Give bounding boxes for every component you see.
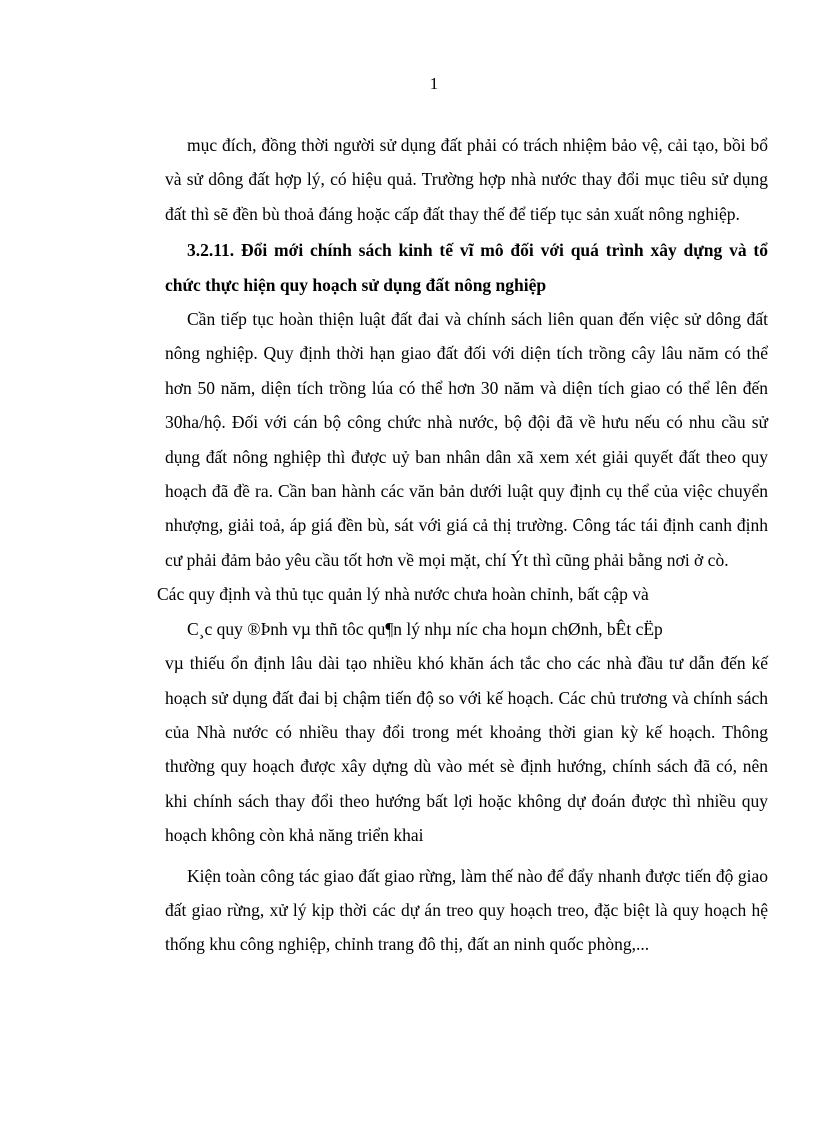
paragraph-planning: vµ thiếu ổn định lâu dài tạo nhiều khó khăn ách tắc cho các nhà đầu tư dẫn đến kế hoạch sử dụng đất đai bị chậm tiến độ so với kế hoạch. Các chủ trương và chính sách của Nhà nước có nhiều thay đổi trong mét khoảng thời gian kỳ kế hoạch. Thông thường quy hoạch được xây dựng dù vào mét sè định hướng, chính sách đã có, nên khi chính sách thay đổi theo hướng bất lợi hoặc không dự đoán được thì nhiều quy hoạch không còn khả năng triển khai [165,653,768,846]
paragraph-garbled-line: C¸c quy ®Þnh vµ thñ tôc qu¶n lý nhµ níc cha hoµn chØnh, bÊt cËp [187,618,663,639]
document-body [157,128,768,962]
paragraph-regulations: Các quy định và thủ tục quản lý nhà nước chưa hoàn chỉnh, bất cập và [157,584,649,605]
paragraph-intro: mục đích, đồng thời người sử dụng đất phải có trách nhiệm bảo vệ, cải tạo, bồi bổ và sử dông đất hợp lý, có hiệu quả. Trường hợp nhà nước thay đổi mục tiêu sử dụng đất thì sẽ đền bù thoả đáng hoặc cấp đất thay thế để tiếp tục sản xuất nông nghiệp. [165,135,768,224]
paragraph-land-law: Cần tiếp tục hoàn thiện luật đất đai và chính sách liên quan đến việc sử dông đất nông nghiệp. Quy định thời hạn giao đất đối với diện tích trồng cây lâu năm có thể hơn 50 năm, diện tích trồng lúa có thể hơn 30 năm và diện tích giao có thể lên đến 30ha/hộ. Đối với cán bộ công chức nhà nước, bộ đội đã về hưu nếu có nhu cầu sử dụng đất nông nghiệp thì được uỷ ban nhân dân xã xem xét giải quyết đất theo quy hoạch đã đề ra. Cần ban hành các văn bản dưới luật quy định cụ thể của việc chuyển nhượng, giải toả, áp giá đền bù, sát với giá cả thị trường. Công tác tái định canh định cư phải đảm bảo yêu cầu tốt hơn về mọi mặt, chí Ýt thì cũng phải bằng nơi ở cò. [165,309,768,570]
paragraph-forest-allocation: Kiện toàn công tác giao đất giao rừng, làm thế nào để đẩy nhanh được tiến độ giao đất giao rừng, xử lý kịp thời các dự án treo quy hoạch treo, đặc biệt là quy hoạch hệ thống khu công nghiệp, chỉnh trang đô thị, đất an ninh quốc phòng,... [165,865,768,955]
page-number: 1 [429,74,439,93]
section-heading: 3.2.11. Đổi mới chính sách kinh tế vĩ mô đối với quá trình xây dựng và tổ chức thực hiện quy hoạch sử dụng đất nông nghiệp [165,240,768,295]
